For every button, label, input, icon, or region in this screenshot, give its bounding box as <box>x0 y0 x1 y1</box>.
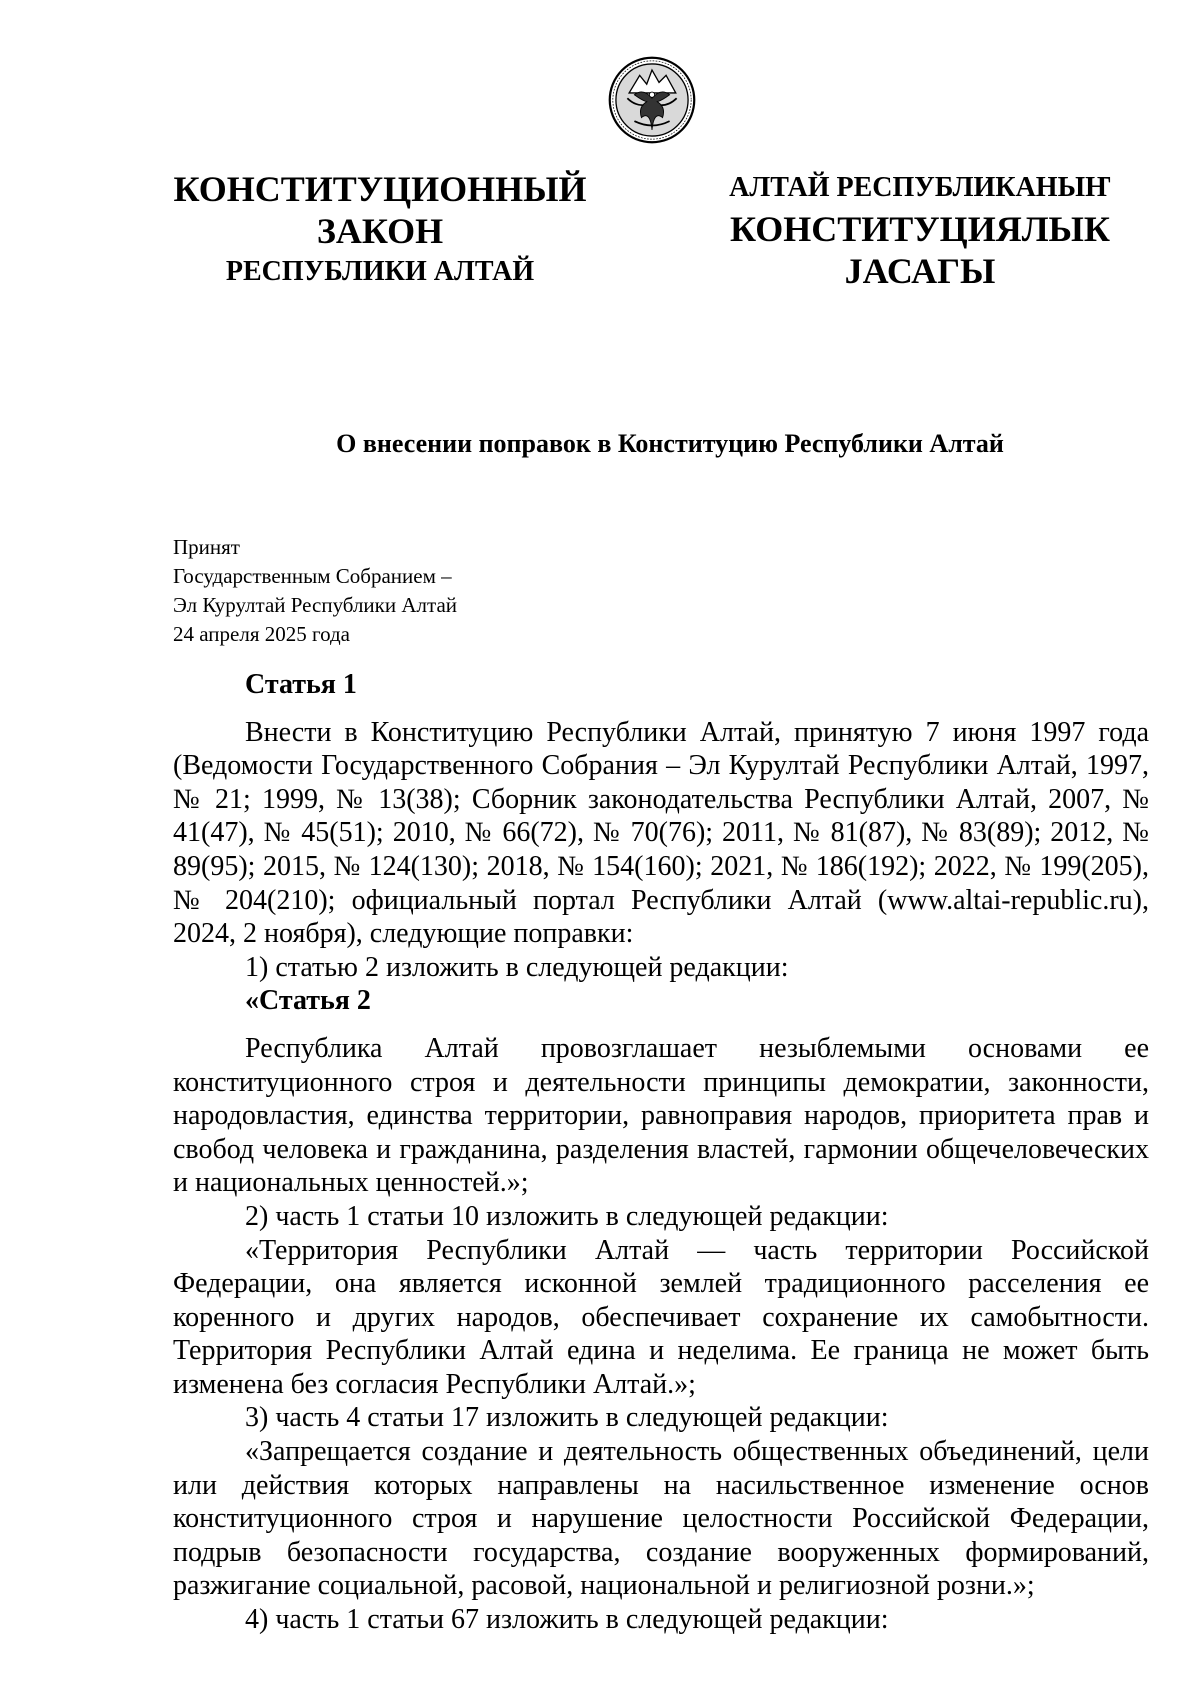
header-right <box>700 168 1140 292</box>
header-right-line2: КОНСТИТУЦИЯЛЫК <box>730 209 1110 249</box>
header-left <box>150 168 610 292</box>
header-right-line3: ЈАСАГЫ <box>844 251 996 291</box>
amendment-item-1: 1) статью 2 изложить в следующей редакции: <box>245 951 789 983</box>
document-body <box>173 668 1149 1637</box>
adoption-line3: Эл Курултай Республики Алтай <box>173 593 458 617</box>
amendment-item-4: 4) часть 1 статьи 67 изложить в следующей редакции: <box>245 1604 889 1636</box>
quote-article2-text: Республика Алтай провозглашает незыблемыми основами ее конституционного строя и деятельности принципы демократии, законности, народовластия, единства территории, равноправия народов, приоритета прав и свобод человека и гражданина, разделения властей, гармонии общечеловеческих и национальных ценностей.»; <box>173 1032 1149 1199</box>
header-right-line1: АЛТАЙ РЕСПУБЛИКАНЫҤ <box>729 172 1111 203</box>
adoption-date: 24 апреля 2025 года <box>173 622 350 646</box>
coat-of-arms-icon <box>608 56 696 144</box>
header-left-line1: КОНСТИТУЦИОННЫЙ <box>173 169 587 209</box>
adoption-line2: Государственным Собранием – <box>173 564 452 588</box>
article1-heading: Статья 1 <box>245 669 357 700</box>
adoption-block <box>173 533 457 649</box>
adoption-line1: Принят <box>173 535 240 559</box>
quote-article17: «Запрещается создание и деятельность общественных объединений, цели или действия которых направлены на насильственное изменение основ конституционного строя и нарушение целостности Российской Федерации, подрыв безопасности государства, создание вооруженных формирований, разжигание социальной, расовой, национальной и религиозной розни.»; <box>173 1436 1149 1602</box>
quote-article2-heading: «Статья 2 <box>245 985 371 1017</box>
intro-paragraph: Внести в Конституцию Республики Алтай, принятую 7 июня 1997 года (Ведомости Государственного Собрания – Эл Курултай Республики Алтай, 1997, № 21; 1999, № 13(38); Сборник законодательства Республики Алтай, 2007, № 41(47), № 45(51); 2010, № 66(72), № 70(76); 2011, № 81(87), № 83(89); 2012, № 89(95); 2015, № 124(130); 2018, № 154(160); 2021, № 186(192); 2022, № 199(205), № 204(210); официальный портал Республики Алтай (www.altai-republic.ru), 2024, 2 ноября), следующие поправки: <box>173 716 1149 950</box>
header-left-line2: ЗАКОН <box>316 211 444 251</box>
amendment-item-2: 2) часть 1 статьи 10 изложить в следующей редакции: <box>245 1200 889 1232</box>
quote-article10: «Территория Республики Алтай — часть территории Российской Федерации, она является исконной землей традиционного расселения ее коренного и других народов, обеспечивает сохранение их самобытности. Территория Республики Алтай едина и неделима. Ее граница не может быть изменена без согласия Республики Алтай.»; <box>173 1234 1149 1400</box>
header-left-line3: РЕСПУБЛИКИ АЛТАЙ <box>225 256 535 287</box>
document-title: О внесении поправок в Конституцию Республики Алтай <box>336 429 1004 458</box>
amendment-item-3: 3) часть 4 статьи 17 изложить в следующей редакции: <box>245 1402 889 1434</box>
